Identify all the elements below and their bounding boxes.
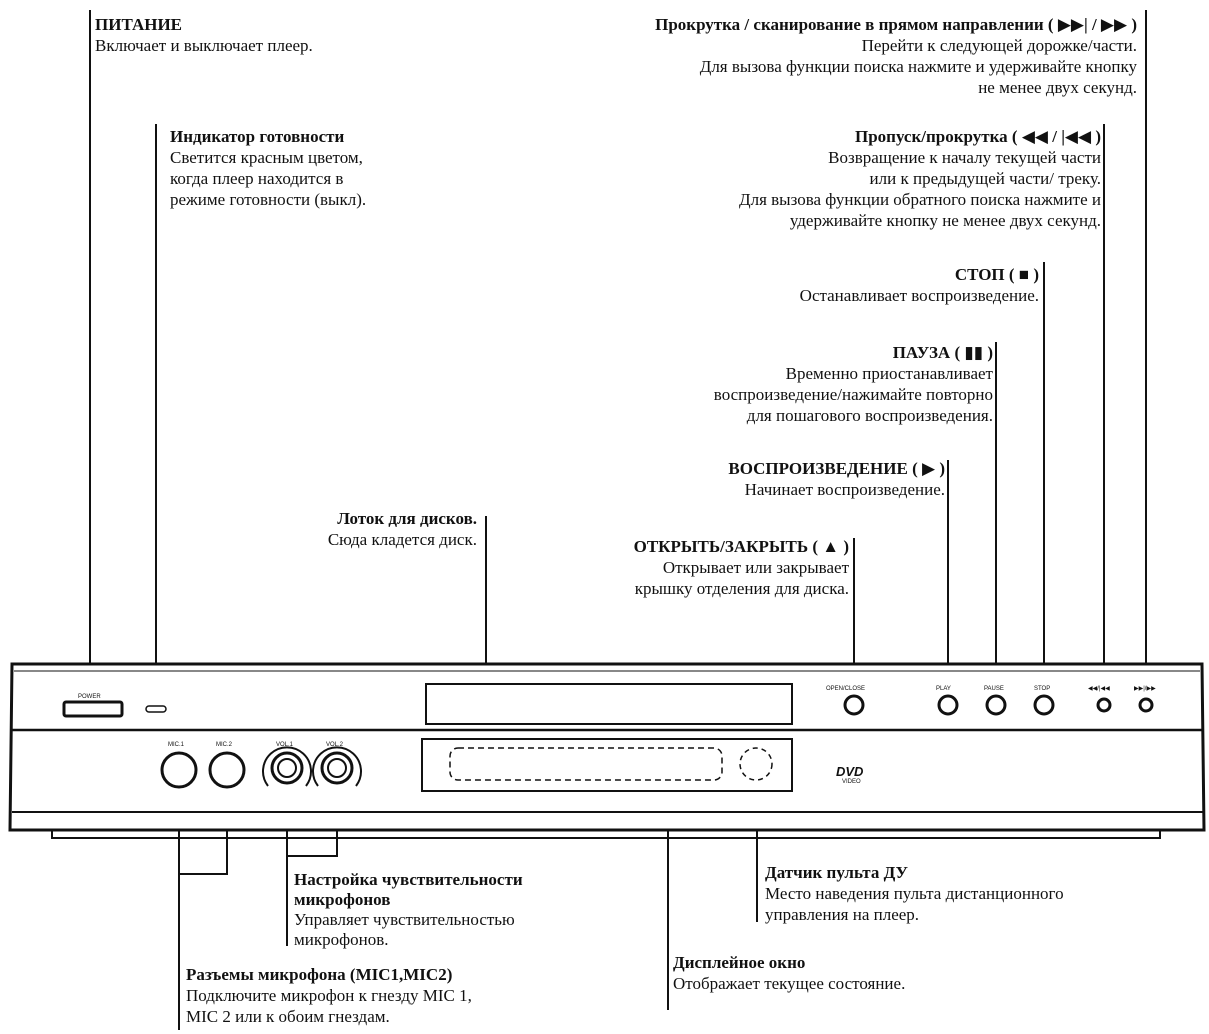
open-close-title: ОТКРЫТЬ/ЗАКРЫТЬ ( ▲ ) <box>633 537 849 556</box>
standby-indicator <box>146 706 166 712</box>
power-desc: Включает и выключает плеер. <box>95 36 313 55</box>
pause-button[interactable] <box>987 696 1005 714</box>
open-close-button[interactable] <box>845 696 863 714</box>
label-mic-vol <box>294 870 523 950</box>
forward-title: Прокрутка / сканирование в прямом направлении ( ▶▶| / ▶▶ ) <box>655 15 1137 34</box>
power-button[interactable] <box>64 702 122 716</box>
play-panel-label: PLAY <box>936 686 951 692</box>
disc-tray[interactable] <box>426 684 792 724</box>
skip-back-icon: ◀◀/|◀◀ <box>1088 686 1110 692</box>
dvd-logo: DVD <box>836 764 864 779</box>
skip-back-desc: Возвращение к началу текущей части или к предыдущей части/ треку. Для вызова функции обратного поиска нажмите и удерживайте кнопку не менее двух секунд. <box>739 148 1101 230</box>
open-close-desc: Открывает или закрывает крышку отделения для диска. <box>634 558 849 598</box>
mic1-jack[interactable] <box>162 753 196 787</box>
stop-desc: Останавливает воспроизведение. <box>799 286 1039 305</box>
display-desc: Отображает текущее состояние. <box>673 974 906 993</box>
standby-desc: Светится красным цветом, когда плеер находится в режиме готовности (выкл). <box>170 148 367 209</box>
play-desc: Начинает воспроизведение. <box>744 480 945 499</box>
skip-back-title: Пропуск/прокрутка ( ◀◀ / |◀◀ ) <box>854 127 1101 146</box>
forward-desc: Перейти к следующей дорожке/части. Для вызова функции поиска нажмите и удерживайте кнопку не менее двух секунд. <box>699 36 1137 97</box>
label-display <box>673 952 905 994</box>
remote-sensor-desc: Место наведения пульта дистанционного управления на плеер. <box>765 884 1064 924</box>
mic1-panel-label: MIC.1 <box>168 742 185 748</box>
vol1-knob-inner <box>278 759 296 777</box>
play-title: ВОСПРОИЗВЕДЕНИЕ ( ▶ ) <box>728 459 945 478</box>
skip-forward-icon: ▶▶|/▶▶ <box>1134 686 1156 692</box>
power-title: ПИТАНИЕ <box>95 15 183 34</box>
label-remote-sensor <box>765 862 1064 925</box>
label-stop <box>639 264 1039 306</box>
label-standby <box>170 126 366 210</box>
skip-back-button[interactable] <box>1098 699 1110 711</box>
label-power <box>95 14 313 56</box>
display-title: Дисплейное окно <box>673 953 806 972</box>
stop-button[interactable] <box>1035 696 1053 714</box>
label-skip-back <box>541 126 1101 231</box>
pause-panel-label: PAUSE <box>984 686 1004 692</box>
stop-title: СТОП ( ■ ) <box>954 265 1039 284</box>
display-window <box>422 739 792 791</box>
mic2-panel-label: MIC.2 <box>216 742 233 748</box>
play-button[interactable] <box>939 696 957 714</box>
stop-panel-label: STOP <box>1034 686 1051 692</box>
label-play <box>565 458 945 500</box>
mic2-jack[interactable] <box>210 753 244 787</box>
remote-sensor-title: Датчик пульта ДУ <box>765 863 908 882</box>
standby-title: Индикатор готовности <box>170 127 345 146</box>
label-tray <box>217 508 477 550</box>
label-forward <box>497 14 1137 98</box>
dvd-logo-sub: VIDEO <box>842 779 861 785</box>
vol2-panel-label: VOL.2 <box>326 742 344 748</box>
tray-desc: Сюда кладется диск. <box>327 530 477 549</box>
mic-vol-title: Настройка чувствительности микрофонов <box>294 870 523 909</box>
mic-jacks-desc: Подключите микрофон к гнезду MIC 1, MIC 2 или к обоим гнездам. <box>186 986 472 1026</box>
open-close-panel-label: OPEN/CLOSE <box>826 686 866 692</box>
pause-title: ПАУЗА ( ▮▮ ) <box>892 343 993 362</box>
skip-forward-button[interactable] <box>1140 699 1152 711</box>
mic-vol-desc: Управляет чувствительностью микрофонов. <box>294 910 515 949</box>
label-mic-jacks <box>186 964 472 1027</box>
vol2-knob-inner <box>328 759 346 777</box>
mic-jacks-title: Разъемы микрофона (MIC1,MIC2) <box>186 965 453 984</box>
power-panel-label: POWER <box>78 694 101 700</box>
pause-desc: Временно приостанавливает воспроизведение/нажимайте повторно для пошагового воспроизведения. <box>713 364 993 425</box>
tray-title: Лоток для дисков. <box>337 509 477 528</box>
label-open-close <box>509 536 849 599</box>
label-pause <box>573 342 993 426</box>
vol1-panel-label: VOL.1 <box>276 742 294 748</box>
